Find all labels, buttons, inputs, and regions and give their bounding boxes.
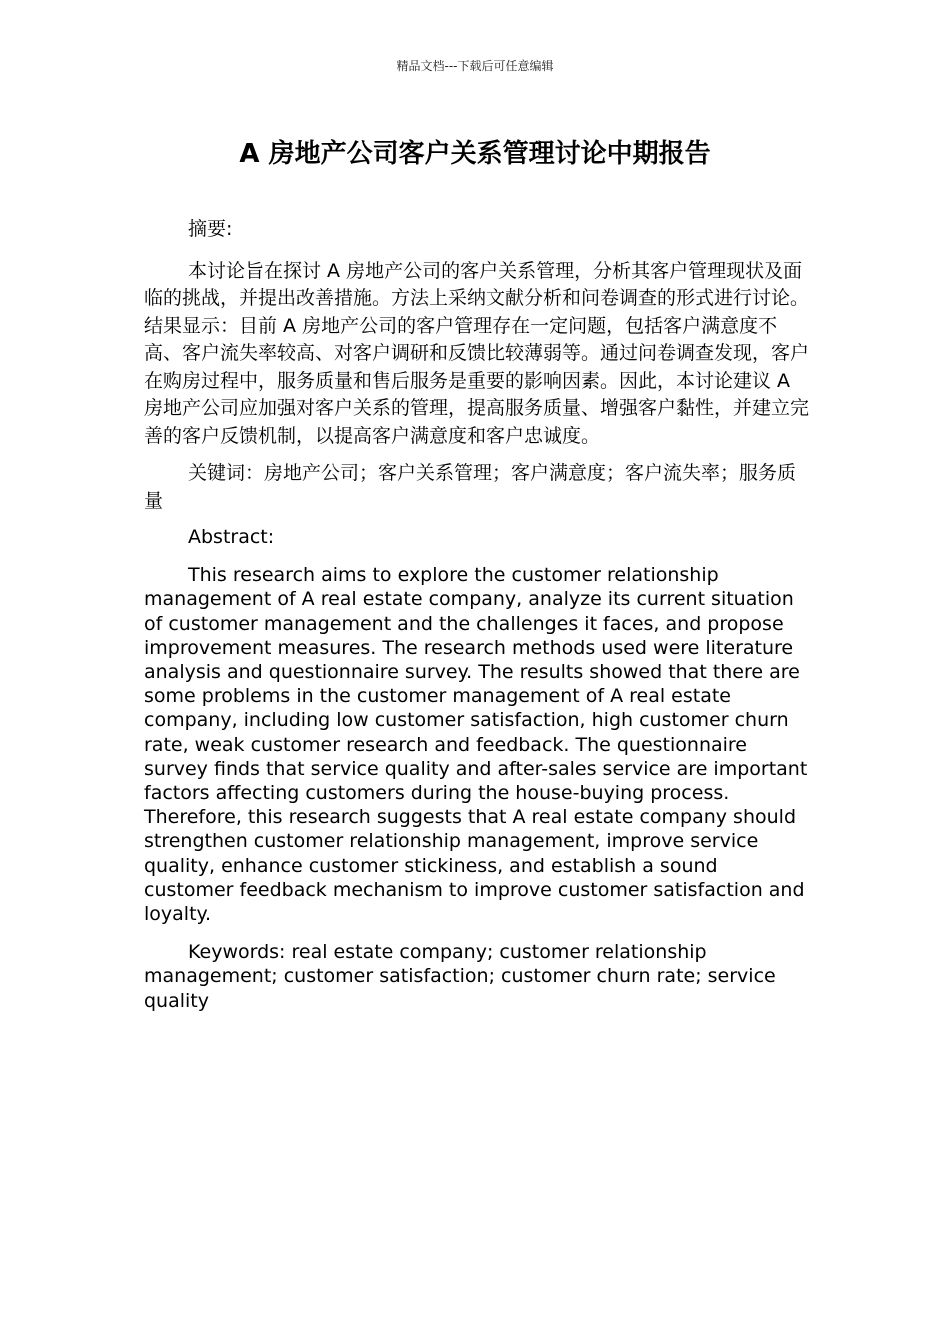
keywords-en: Keywords: real estate company; customer relationship management; customer satisfaction; customer churn rate; service quality	[144, 941, 776, 1012]
document-title: A 房地产公司客户关系管理讨论中期报告	[239, 139, 711, 169]
header-note: 精品文档---下载后可任意编辑	[396, 59, 554, 73]
document-body	[144, 216, 809, 1013]
abstract-cn-body: 本讨论旨在探讨 A 房地产公司的客户关系管理，分析其客户管理现状及面临的挑战，并提出改善措施。方法上采纳文献分析和问卷调查的形式进行讨论。结果显示：目前 A 房地产公司的客户管理存在一定问题，包括客户满意度不高、客户流失率较高、对客户调研和反馈比较薄弱等。通过问卷调查发现，客户在购房过程中，服务质量和售后服务是重要的影响因素。因此，本讨论建议 A 房地产公司应加强对客户关系的管理，提高服务质量、增强客户黏性，并建立完善的客户反馈机制，以提高客户满意度和客户忠诚度。	[144, 259, 810, 447]
abstract-en-body: This research aims to explore the customer relationship management of A real estate company, analyze its current situation of customer management and the challenges it faces, and propose improvement measures. The research methods used were literature analysis and questionnaire survey. The results showed that there are some problems in the customer management of A real estate company, including low customer satisfaction, high customer churn rate, weak customer research and feedback. The questionnaire survey finds that service quality and after-sales service are important factors affecting customers during the house-buying process. Therefore, this research suggests that A real estate company should strengthen customer relationship management, improve service quality, enhance customer stickiness, and establish a sound customer feedback mechanism to improve customer satisfaction and loyalty.	[144, 564, 808, 926]
abstract-en-label: Abstract:	[188, 526, 275, 548]
abstract-cn-label: 摘要:	[188, 218, 233, 240]
keywords-cn: 关键词：房地产公司；客户关系管理；客户满意度；客户流失率；服务质量	[144, 462, 797, 512]
